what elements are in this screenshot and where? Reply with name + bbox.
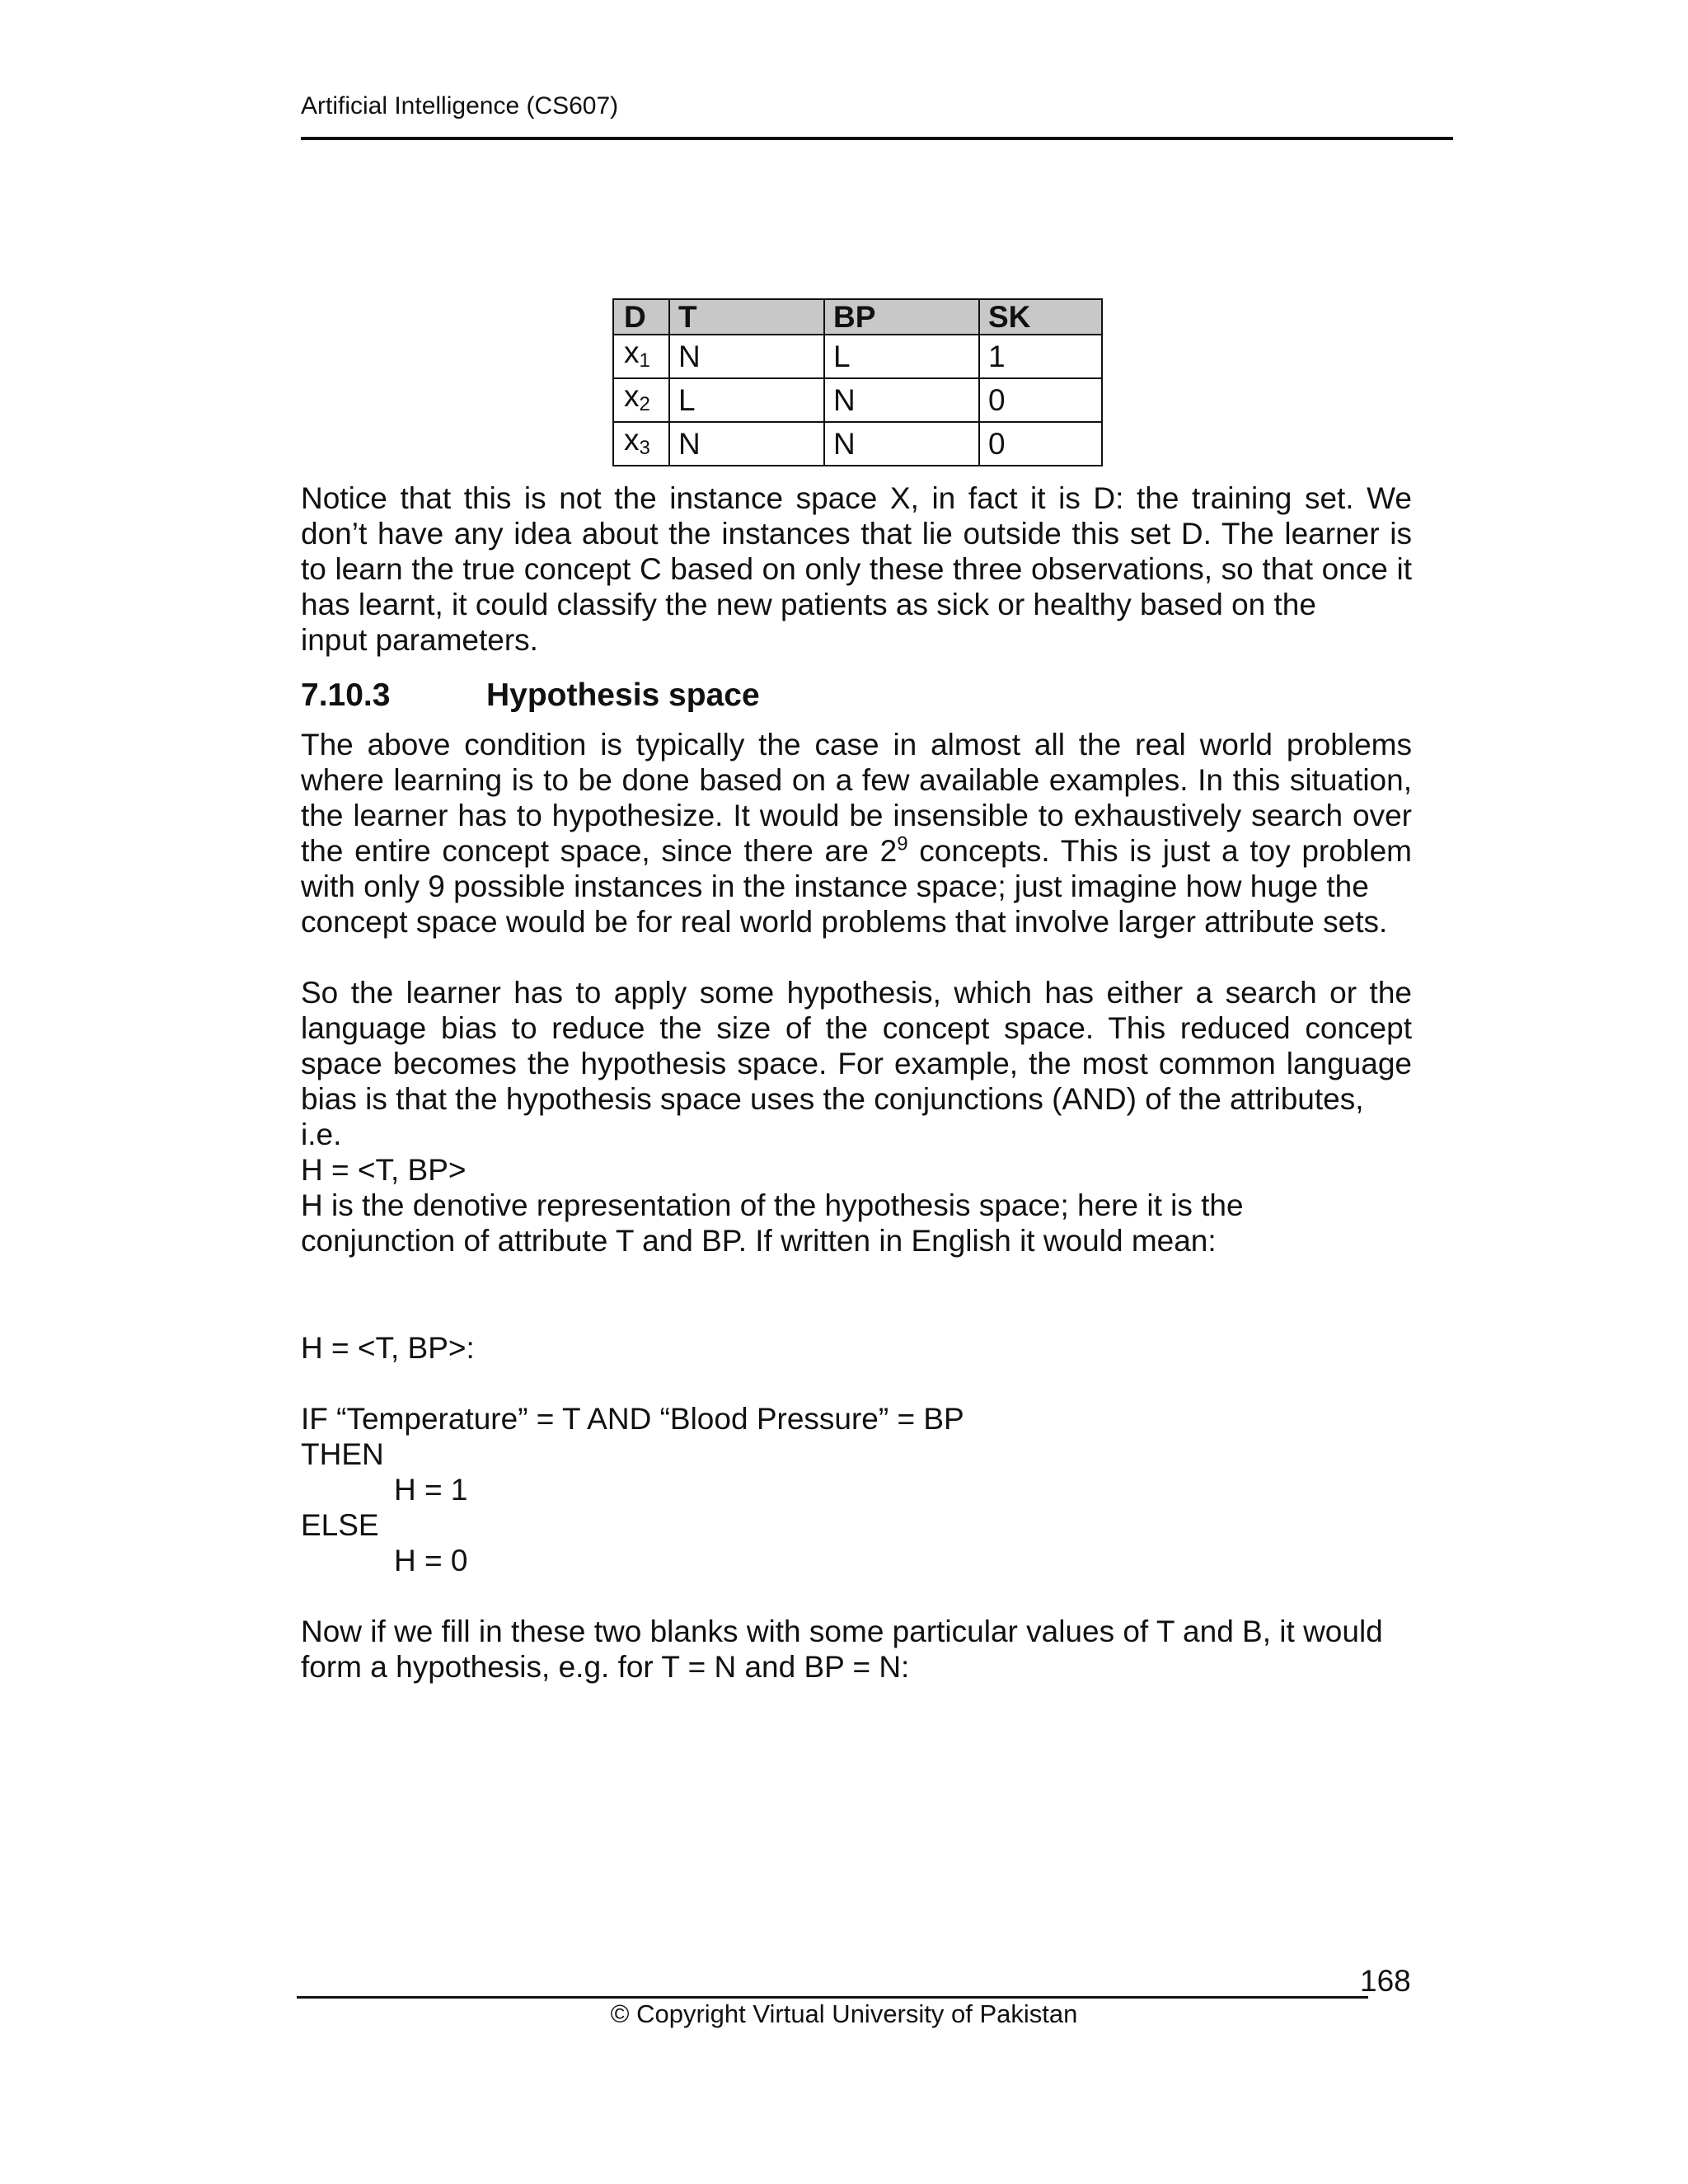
- table-header-cell: T: [669, 299, 824, 335]
- table-cell: 1: [979, 335, 1102, 378]
- row-id-cell: $x_1$: [613, 335, 669, 378]
- code-line: ELSE: [301, 1508, 379, 1542]
- copyright-notice: © Copyright Virtual University of Pakistan: [610, 1999, 1078, 2028]
- code-line: THEN: [301, 1437, 384, 1471]
- training-set-table: [612, 298, 1103, 466]
- paragraph-bias: So the learner has to apply some hypothesis, which has either a search or the language bias to reduce the size of the concept space. This reduced concept space becomes the hypothesis space. For example, the most common language bias is that the hypothesis space uses the conjunctions (AND) of the attributes, i.e.: [301, 976, 1412, 1151]
- section-title: Hypothesis space: [486, 677, 760, 713]
- row-id-cell: $x_2$: [613, 378, 669, 422]
- row-id-cell: $x_3$: [613, 422, 669, 466]
- hypothesis-definition: H = <T, BP>: [301, 1153, 467, 1187]
- table-cell: N: [824, 422, 979, 466]
- table-row: [613, 378, 1102, 422]
- page-number: 168: [1360, 1964, 1411, 1998]
- table-cell: 0: [979, 378, 1102, 422]
- table-header-cell: BP: [824, 299, 979, 335]
- section-number: 7.10.3: [301, 677, 391, 713]
- table-header-cell: D: [613, 299, 669, 335]
- superscript-exponent: 9: [897, 832, 908, 855]
- running-header: Artificial Intelligence (CS607): [301, 92, 619, 120]
- table-cell: N: [669, 335, 824, 378]
- paragraph-hypothesize: The above condition is typically the case in almost all the real world problems where learning is to be done based on a few available examples. In this situation, the learner has to hypothesize. It would be insensible to exhaustively search over the entire concept space, since there are $2^9$ concepts. This is just a toy problem with only 9 possible instances in the instance space; just imagine how huge the concept space would be for real world problems that involve larger attribute sets.: [301, 728, 1412, 939]
- table-cell: N: [824, 378, 979, 422]
- table-row: [613, 422, 1102, 466]
- table-header-cell: SK: [979, 299, 1102, 335]
- code-line: IF “Temperature” = T AND “Blood Pressure” = BP: [301, 1402, 964, 1436]
- code-line: H = 0: [394, 1544, 468, 1577]
- section-heading: [301, 677, 760, 714]
- table-cell: L: [824, 335, 979, 378]
- table-cell: N: [669, 422, 824, 466]
- paragraph-denotive: H is the denotive representation of the hypothesis space; here it is the conjunction of attribute T and BP. If written in English it would mean:: [301, 1188, 1244, 1258]
- table-header-row: [613, 299, 1102, 335]
- paragraph-fill-blanks: Now if we fill in these two blanks with some particular values of T and B, it would form a hypothesis, e.g. for T = N and BP = N:: [301, 1615, 1383, 1684]
- paragraph-training-set: Notice that this is not the instance space X, in fact it is D: the training set. We don’t have any idea about the instances that lie outside this set D. The learner is to learn the true concept C based on only these three observations, so that once it has learnt, it could classify the new patients as sick or healthy based on the input parameters.: [301, 481, 1412, 657]
- footer-rule: [297, 1996, 1368, 1999]
- code-line: H = 1: [394, 1473, 468, 1507]
- code-line: H = <T, BP>:: [301, 1331, 475, 1365]
- table-cell: L: [669, 378, 824, 422]
- header-rule: [301, 137, 1453, 140]
- table-cell: 0: [979, 422, 1102, 466]
- table-row: [613, 335, 1102, 378]
